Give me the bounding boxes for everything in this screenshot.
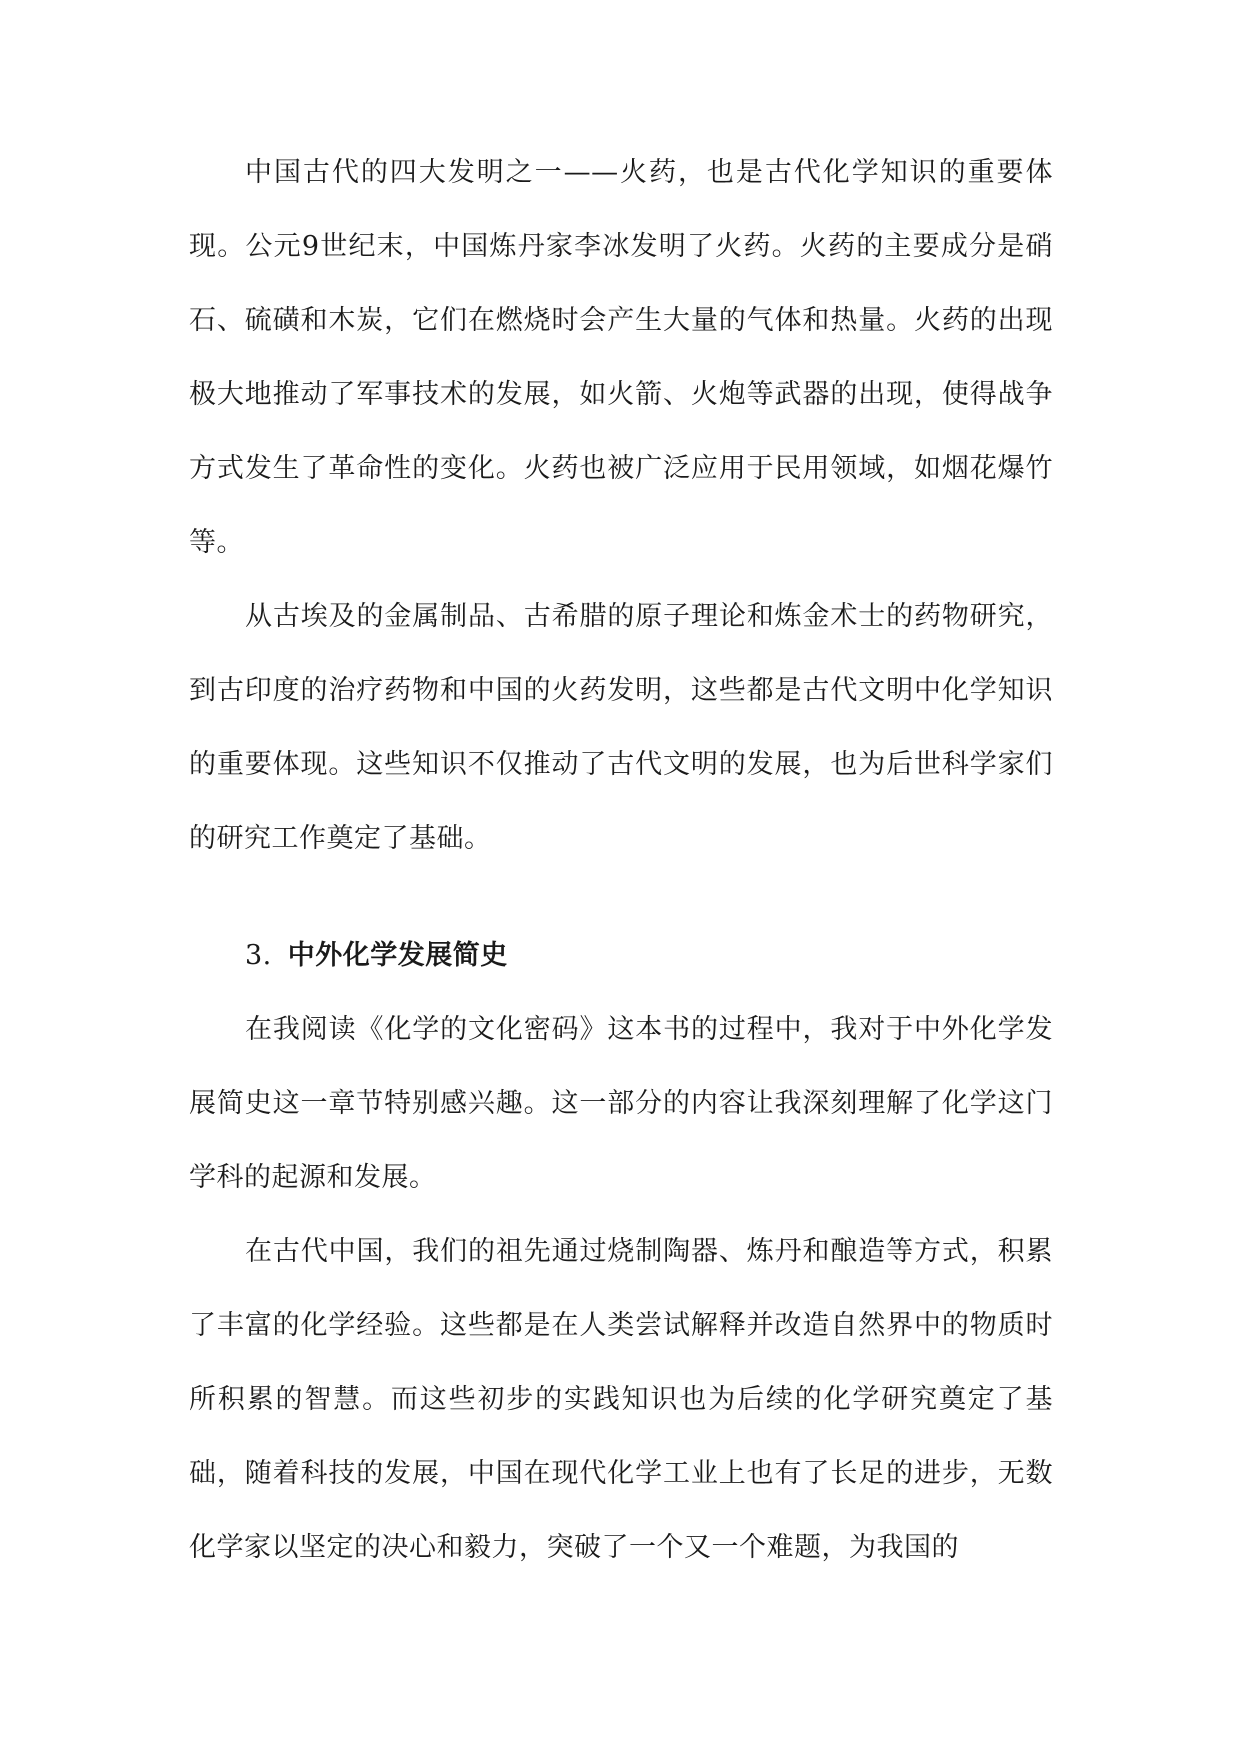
document-body <box>189 136 1053 1585</box>
paragraph-reading-intro: 在我阅读《化学的文化密码》这本书的过程中，我对于中外化学发展简史这一章节特别感兴趣。这一部分的内容让我深刻理解了化学这门学科的起源和发展。 <box>189 1014 1053 1193</box>
section-title: 中外化学发展简史 <box>287 940 508 971</box>
section-heading <box>189 919 1053 993</box>
paragraph-ancient-civilizations: 从古埃及的金属制品、古希腊的原子理论和炼金术士的药物研究，到古印度的治疗药物和中国的火药发明，这些都是古代文明中化学知识的重要体现。这些知识不仅推动了古代文明的发展，也为后世科学家们的研究工作奠定了基础。 <box>189 601 1053 854</box>
paragraph-ancient-china: 在古代中国，我们的祖先通过烧制陶器、炼丹和酿造等方式，积累了丰富的化学经验。这些都是在人类尝试解释并改造自然界中的物质时所积累的智慧。而这些初步的实践知识也为后续的化学研究奠定了基础，随着科技的发展，中国在现代化学工业上也有了长足的进步，无数化学家以坚定的决心和毅力，突破了一个又一个难题，为我国的 <box>189 1236 1053 1563</box>
paragraph-gunpowder: 中国古代的四大发明之一——火药，也是古代化学知识的重要体现。公元9世纪末，中国炼丹家李冰发明了火药。火药的主要成分是硝石、硫磺和木炭，它们在燃烧时会产生大量的气体和热量。火药的出现极大地推动了军事技术的发展，如火箭、火炮等武器的出现，使得战争方式发生了革命性的变化。火药也被广泛应用于民用领域，如烟花爆竹等。 <box>189 157 1053 558</box>
section-number: 3. <box>245 940 272 971</box>
